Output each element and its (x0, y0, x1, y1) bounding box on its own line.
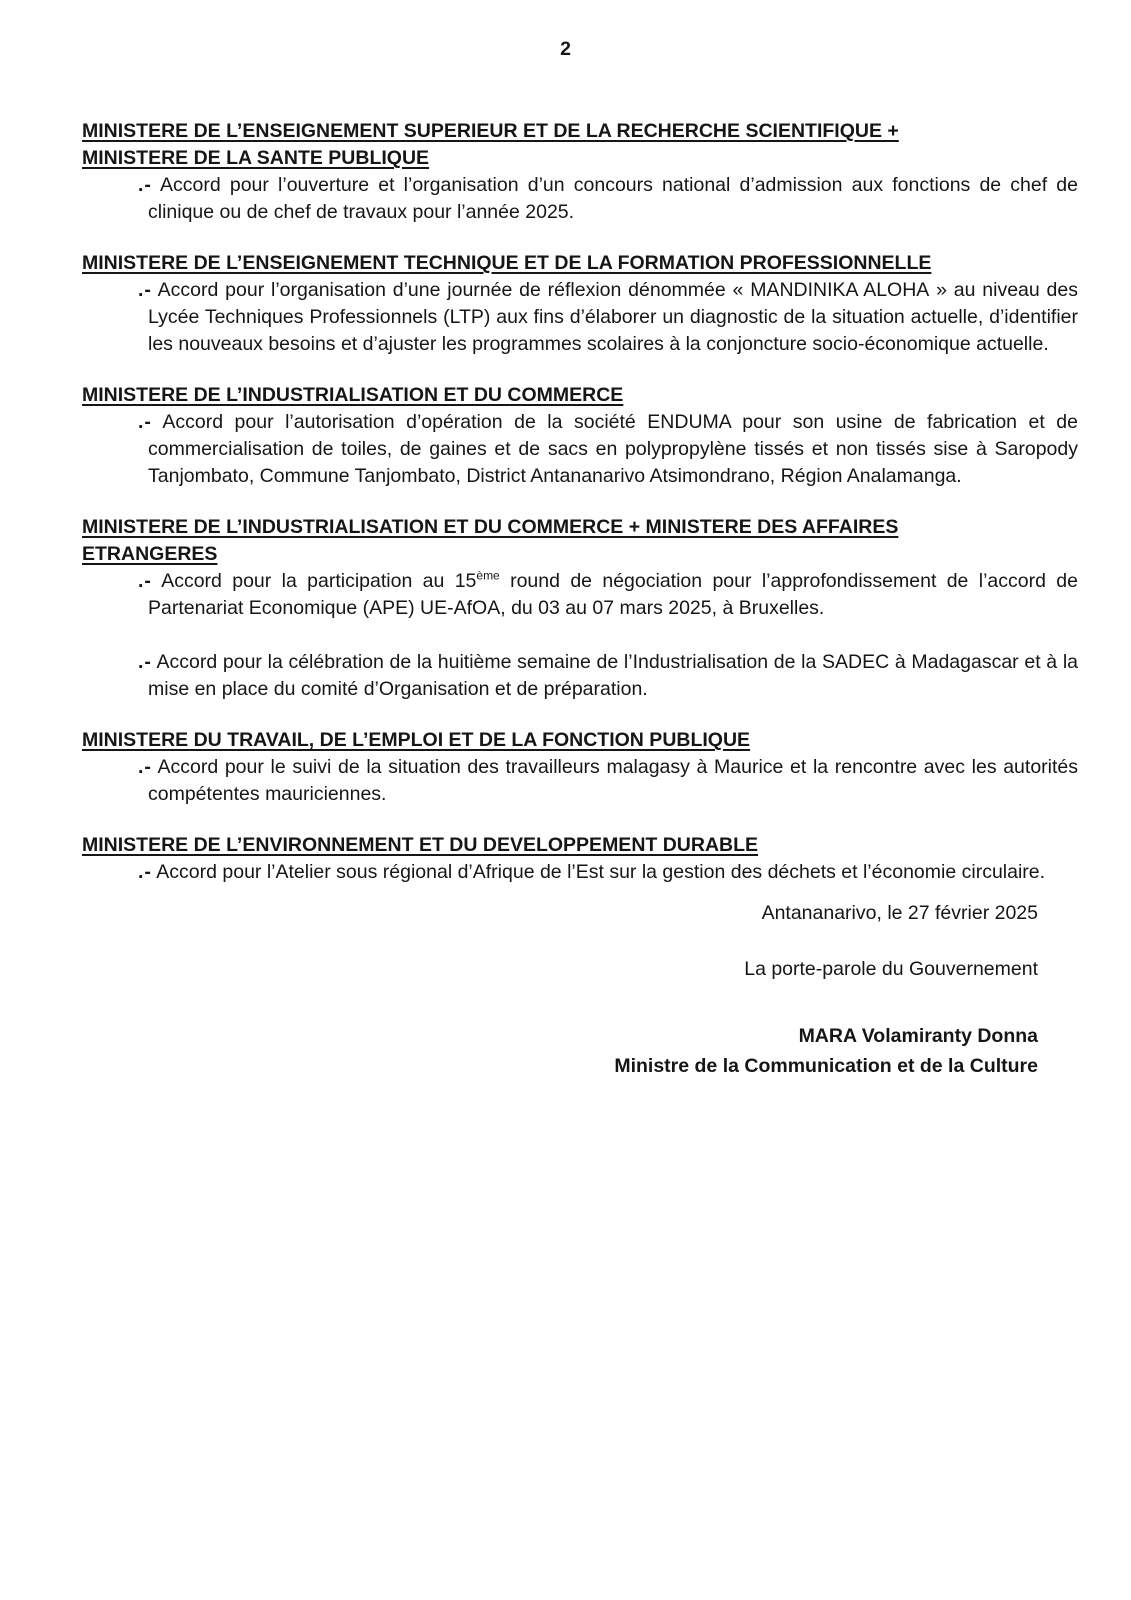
item-text: round de négociation pour l’approfondissement de l’accord de Partenariat Economique (APE) UE-AfOA, du 03 au 07 mars 2025, à Bruxelles. (148, 570, 1078, 619)
ministry-heading-line: MINISTERE DU TRAVAIL, DE L’EMPLOI ET DE LA FONCTION PUBLIQUE (82, 729, 751, 751)
ministry-heading (82, 118, 1078, 172)
ministry-heading (82, 250, 1078, 277)
item-text: Accord pour la participation au 15 (161, 570, 477, 592)
spokesperson-line: La porte-parole du Gouvernement (744, 958, 1038, 980)
ordinal-superscript: ème (476, 568, 500, 583)
ministry-heading-line: MINISTERE DE L’ENVIRONNEMENT ET DU DEVELOPPEMENT DURABLE (82, 834, 759, 856)
signature-block (82, 900, 1078, 1081)
ministry-heading (82, 382, 1078, 409)
ministry-heading-line: MINISTERE DE L’ENSEIGNEMENT TECHNIQUE ET DE LA FORMATION PROFESSIONNELLE (82, 252, 932, 274)
item-marker: .- (138, 756, 152, 778)
agenda-item (82, 277, 1078, 358)
ministry-heading-line: MINISTERE DE L’INDUSTRIALISATION ET DU COMMERCE + MINISTERE DES AFFAIRES (82, 516, 899, 538)
dateline: Antananarivo, le 27 février 2025 (761, 902, 1038, 924)
ministry-heading-line: MINISTERE DE L’INDUSTRIALISATION ET DU COMMERCE (82, 384, 624, 406)
item-marker: .- (138, 570, 152, 592)
agenda-item (82, 754, 1078, 808)
page-number: 2 (560, 38, 571, 60)
agenda-item (82, 649, 1078, 703)
ministry-section (82, 382, 1078, 490)
item-marker: .- (138, 651, 152, 673)
agenda-item (82, 409, 1078, 490)
ministry-heading-line: MINISTERE DE LA SANTE PUBLIQUE (82, 147, 430, 169)
ministry-section (82, 514, 1078, 703)
ministry-section (82, 832, 1078, 886)
ministry-section (82, 250, 1078, 358)
agenda-item (82, 859, 1078, 886)
signatory-title: Ministre de la Communication et de la Culture (614, 1055, 1038, 1077)
item-text: Accord pour l’Atelier sous régional d’Afrique de l’Est sur la gestion des déchets et l’économie circulaire. (156, 861, 1046, 883)
ministry-heading (82, 727, 1078, 754)
ministry-heading (82, 832, 1078, 859)
agenda-item (82, 172, 1078, 226)
item-text: Accord pour l’organisation d’une journée de réflexion dénommée « MANDINIKA ALOHA » au niveau des Lycée Techniques Professionnels (LTP) aux fins d’élaborer un diagnostic de la situation actuelle, d’identifier les nouveaux besoins et d’ajuster les programmes scolaires à la conjoncture socio-économique actuelle. (148, 279, 1078, 355)
agenda-item (82, 568, 1078, 622)
item-marker: .- (138, 861, 152, 883)
item-text: Accord pour la célébration de la huitième semaine de l’Industrialisation de la SADEC à Madagascar et à la mise en place du comité d’Organisation et de préparation. (148, 651, 1078, 700)
ministry-heading (82, 514, 1078, 568)
ministry-heading-line: MINISTERE DE L’ENSEIGNEMENT SUPERIEUR ET DE LA RECHERCHE SCIENTIFIQUE + (82, 120, 899, 142)
item-text: Accord pour l’ouverture et l’organisation d’un concours national d’admission aux fonctions de chef de clinique ou de chef de travaux pour l’année 2025. (148, 174, 1078, 223)
ministry-heading-line: ETRANGERES (82, 543, 218, 565)
signatory (82, 1021, 1038, 1081)
ministry-section (82, 118, 1078, 226)
item-marker: .- (138, 174, 152, 196)
item-marker: .- (138, 411, 152, 433)
signatory-name: MARA Volamiranty Donna (798, 1025, 1038, 1047)
item-text: Accord pour l’autorisation d’opération de la société ENDUMA pour son usine de fabrication et de commercialisation de toiles, de gaines et de sacs en polypropylène tissés et non tissés sise à Saropody Tanjombato, Commune Tanjombato, District Antananarivo Atsimondrano, Région Analamanga. (148, 411, 1078, 487)
ministry-section (82, 727, 1078, 808)
item-marker: .- (138, 279, 152, 301)
item-text: Accord pour le suivi de la situation des travailleurs malagasy à Maurice et la rencontre avec les autorités compétentes mauriciennes. (148, 756, 1079, 805)
